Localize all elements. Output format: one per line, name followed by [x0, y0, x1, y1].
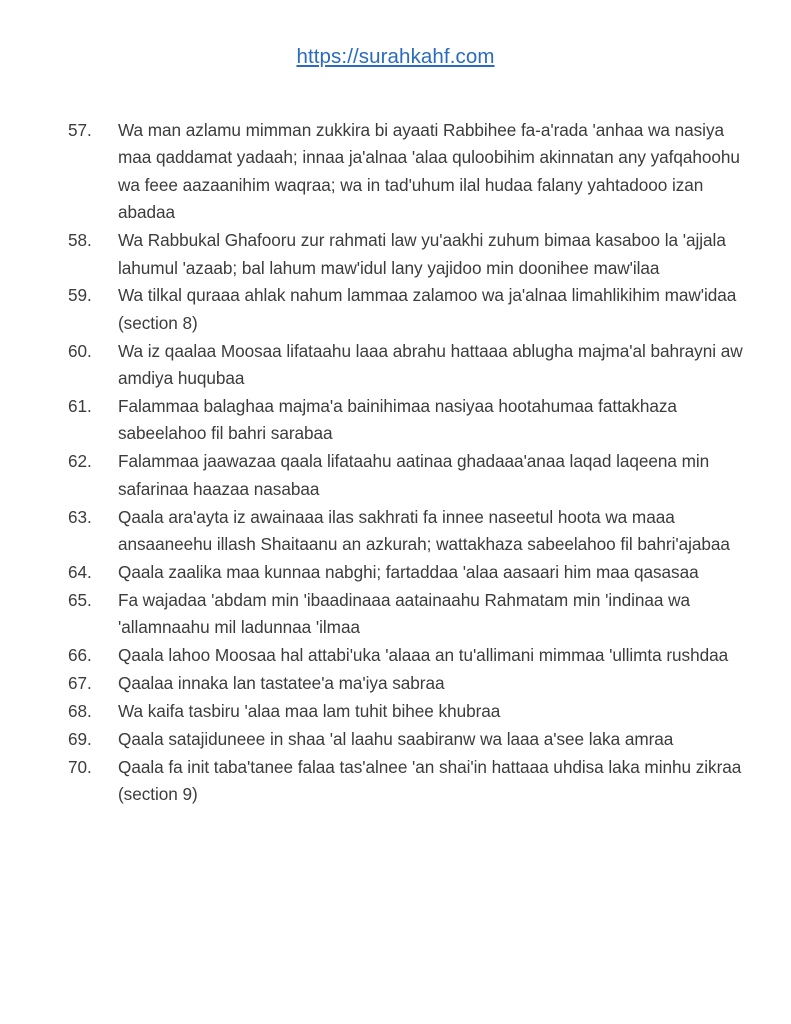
verse-number: 66. [68, 645, 92, 666]
verse-text: Falammaa jaawazaa qaala lifataahu aatinaa ghadaaa'anaa laqad laqeena min safarinaa haazaa nasabaa [118, 451, 710, 499]
verse-number: 60. [68, 340, 92, 361]
verse-text: Wa kaifa tasbiru 'alaa maa lam tuhit bihee khubraa [118, 701, 501, 722]
verse-text: Wa tilkal quraaa ahlak nahum lammaa zalamoo wa ja'alnaa limahlikihim maw'idaa (section 8) [118, 285, 737, 333]
verse-item [68, 698, 743, 725]
verse-item [68, 726, 743, 753]
verse-number: 67. [68, 673, 92, 694]
verse-item [68, 642, 743, 669]
verse-text: Qaala ara'ayta iz awainaaa ilas sakhrati fa innee naseetul hoota wa maaa ansaaneehu illash Shaitaanu an azkurah; wattakhaza sabeelahoo fil bahri'ajabaa [118, 506, 730, 555]
verse-number: 61. [68, 396, 92, 417]
verse-text: Qaala zaalika maa kunnaa nabghi; fartaddaa 'alaa aasaari him maa qasasaa [118, 562, 699, 582]
verse-text: Falammaa balaghaa majma'a bainihimaa nasiyaa hootahumaa fattakhaza sabeelahoo fil bahri sarabaa [118, 396, 677, 444]
verse-item [68, 282, 743, 337]
verse-number: 59. [68, 285, 92, 306]
verse-item [68, 117, 743, 227]
verse-item [68, 670, 743, 697]
verse-list [0, 117, 791, 809]
verse-number: 63. [68, 506, 92, 527]
verse-text: Wa iz qaalaa Moosaa lifataahu laaa abrahu hattaaa ablugha majma'al bahrayni aw amdiya huqubaa [118, 340, 743, 389]
verse-item [68, 504, 743, 559]
verse-number: 57. [68, 120, 92, 140]
verse-number: 69. [68, 728, 92, 749]
verse-item [68, 338, 743, 393]
verse-item [68, 559, 743, 586]
verse-item [68, 587, 743, 642]
verse-text: Qaala satajiduneee in shaa 'al laahu saabiranw wa laaa a'see laka amraa [118, 728, 674, 749]
verse-text: Fa wajadaa 'abdam min 'ibaadinaaa aatainaahu Rahmatam min 'indinaa wa 'allamnaahu mil ladunnaa 'ilmaa [118, 589, 691, 638]
verse-text: Wa man azlamu mimman zukkira bi ayaati Rabbihee fa-a'rada 'anhaa wa nasiya maa qaddamat yadaah; innaa ja'alnaa 'alaa quloobihim akinnatan any yafqahoohu wa feee aazaanihim waqraa; wa in tad'uhum ilal hudaa falany yahtadooo izan abadaa [118, 120, 740, 223]
verse-number: 58. [68, 230, 92, 251]
page-header [0, 0, 791, 69]
verse-number: 64. [68, 562, 92, 582]
verse-item [68, 227, 743, 282]
verse-text: Wa Rabbukal Ghafooru zur rahmati law yu'aakhi zuhum bimaa kasaboo la 'ajjala lahumul 'azaab; bal lahum maw'idul lany yajidoo min doonihee maw'ilaa [118, 230, 726, 278]
verse-text: Qaala lahoo Moosaa hal attabi'uka 'alaaa an tu'allimani mimmaa 'ullimta rushdaa [118, 645, 729, 666]
verse-text: Qaalaa innaka lan tastatee'a ma'iya sabraa [118, 673, 445, 694]
verse-number: 70. [68, 756, 92, 777]
verse-item [68, 448, 743, 503]
verse-item [68, 754, 743, 809]
verse-number: 62. [68, 451, 92, 472]
verse-text: Qaala fa init taba'tanee falaa tas'alnee 'an shai'in hattaaa uhdisa laka minhu zikraa (section 9) [118, 756, 742, 805]
verse-number: 68. [68, 701, 92, 722]
verse-item [68, 393, 743, 448]
verse-number: 65. [68, 589, 92, 610]
site-url-link[interactable]: https://surahkahf.com [296, 45, 495, 68]
